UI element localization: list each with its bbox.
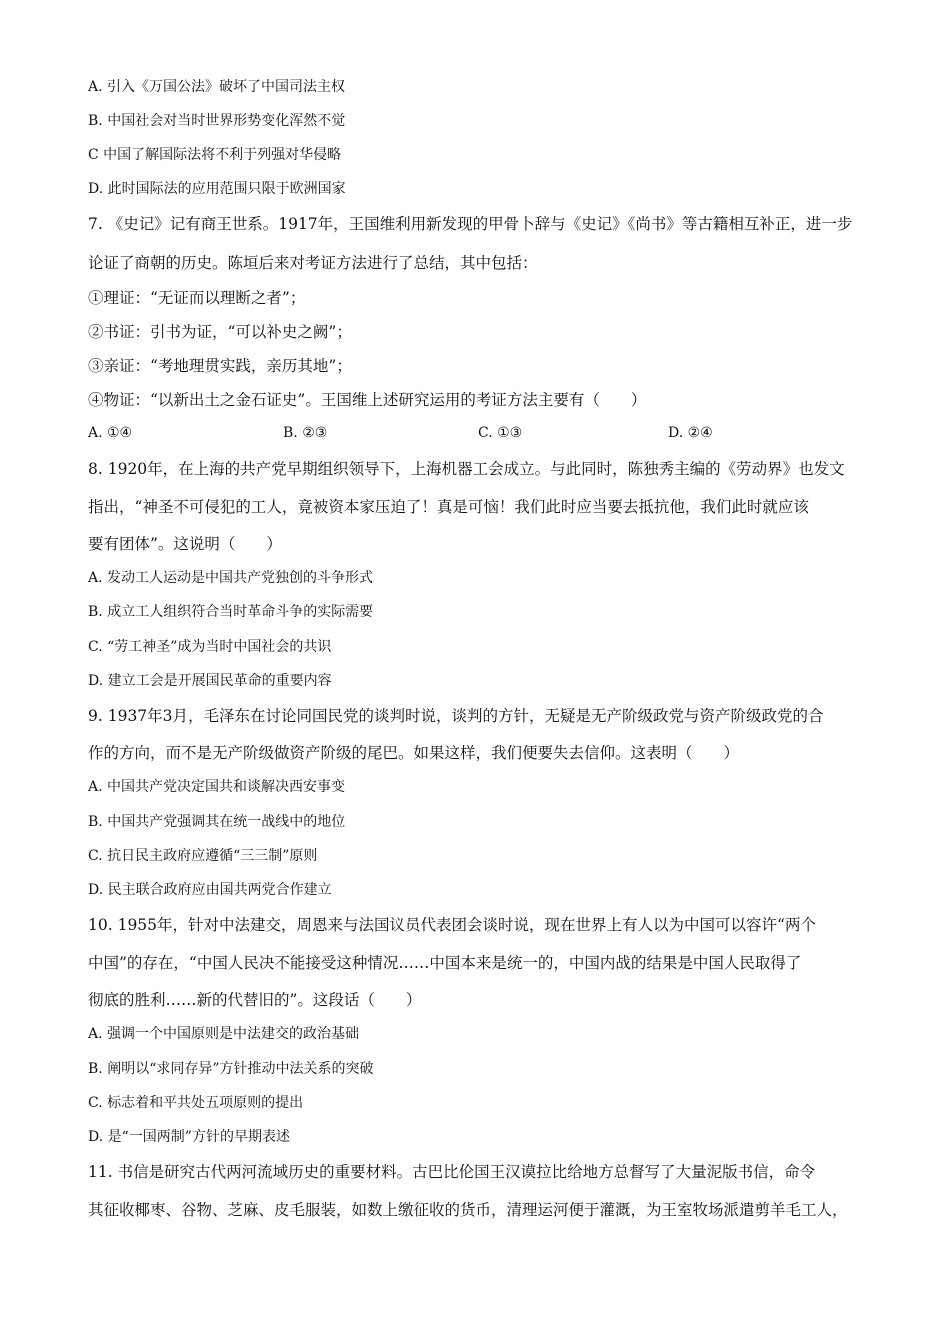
q11-stem-line-1: 11. 书信是研究古代两河流域历史的重要材料。古巴比伦国王汉谟拉比给地方总督写了大量泥版书信，命令: [88, 1163, 816, 1181]
q7-stem-line-2: 论证了商朝的历史。陈垣后来对考证方法进行了总结，其中包括：: [88, 254, 538, 272]
q8-option-c: C. “劳工神圣”成为当时中国社会的共识: [88, 639, 332, 655]
q10-stem-line-2: 中国”的存在，“中国人民决不能接受这种情况……中国本来是统一的，中国内战的结果是中国人民取得了: [88, 954, 802, 972]
q6-option-b: B. 中国社会对当时世界形势变化浑然不觉: [88, 113, 346, 129]
q6-option-c: C 中国了解国际法将不利于列强对华侵略: [88, 147, 342, 163]
q7-option-b: B. ②③: [283, 425, 328, 441]
q8-option-b: B. 成立工人组织符合当时革命斗争的实际需要: [88, 604, 374, 620]
q7-option-c: C. ①③: [478, 425, 523, 441]
q7-stem-line-1: 7. 《史记》记有商王世系。1917年，王国维利用新发现的甲骨卜辞与《史记》《尚书》等古籍相互补正，进一步: [88, 215, 853, 233]
q10-stem-line-3: 彻底的胜利……新的代替旧的”。这段话（ ）: [88, 991, 422, 1009]
q7-item-4: ④物证：“以新出土之金石证史”。王国维上述研究运用的考证方法主要有（ ）: [88, 391, 647, 409]
q7-option-d: D. ②④: [668, 425, 713, 441]
q8-option-a: A. 发动工人运动是中国共产党独创的斗争形式: [88, 570, 374, 586]
q7-item-3: ③亲证：“考地理贯实践，亲历其地”；: [88, 357, 352, 375]
q9-stem-line-1: 9. 1937年3月，毛泽东在讨论同国民党的谈判时说，谈判的方针，无疑是无产阶级政党与资产阶级政党的合: [88, 707, 824, 725]
q7-option-a: A. ①④: [88, 425, 133, 441]
q11-stem-line-2: 其征收椰枣、谷物、芝麻、皮毛服装，如数上缴征收的货币，清理运河便于灌溉，为王室牧场派遣剪羊毛工人，: [88, 1201, 848, 1219]
q8-option-d: D. 建立工会是开展国民革命的重要内容: [88, 673, 332, 689]
q10-option-a: A. 强调一个中国原则是中法建交的政治基础: [88, 1026, 360, 1042]
q6-option-d: D. 此时国际法的应用范围只限于欧洲国家: [88, 181, 346, 197]
q9-stem-line-2: 作的方向，而不是无产阶级做资产阶级的尾巴。如果这样，我们便要失去信仰。这表明（ ）: [88, 744, 740, 762]
q9-option-c: C. 抗日民主政府应遵循“三三制”原则: [88, 848, 318, 864]
q10-option-d: D. 是“一国两制”方针的早期表述: [88, 1129, 290, 1145]
q9-option-b: B. 中国共产党强调其在统一战线中的地位: [88, 814, 346, 830]
q8-stem-line-1: 8. 1920年，在上海的共产党早期组织领导下，上海机器工会成立。与此同时，陈独秀主编的《劳动界》也发文: [88, 460, 845, 478]
q9-option-d: D. 民主联合政府应由国共两党合作建立: [88, 882, 332, 898]
q10-option-b: B. 阐明以“求同存异”方针推动中法关系的突破: [88, 1061, 374, 1077]
q8-stem-line-3: 要有团体”。这说明（ ）: [88, 535, 282, 553]
q8-stem-line-2: 指出，“神圣不可侵犯的工人，竟被资本家压迫了！真是可恼！我们此时应当要去抵抗他，我们此时就应该: [88, 498, 809, 516]
q6-option-a: A. 引入《万国公法》破坏了中国司法主权: [88, 79, 346, 95]
q7-item-2: ②书证：引书为证，“可以补史之阙”；: [88, 323, 352, 341]
q10-option-c: C. 标志着和平共处五项原则的提出: [88, 1095, 304, 1111]
q10-stem-line-1: 10. 1955年，针对中法建交，周恩来与法国议员代表团会谈时说，现在世界上有人以为中国可以容许“两个: [88, 916, 816, 934]
q9-option-a: A. 中国共产党决定国共和谈解决西安事变: [88, 779, 346, 795]
q7-item-1: ①理证：“无证而以理断之者”；: [88, 289, 306, 307]
